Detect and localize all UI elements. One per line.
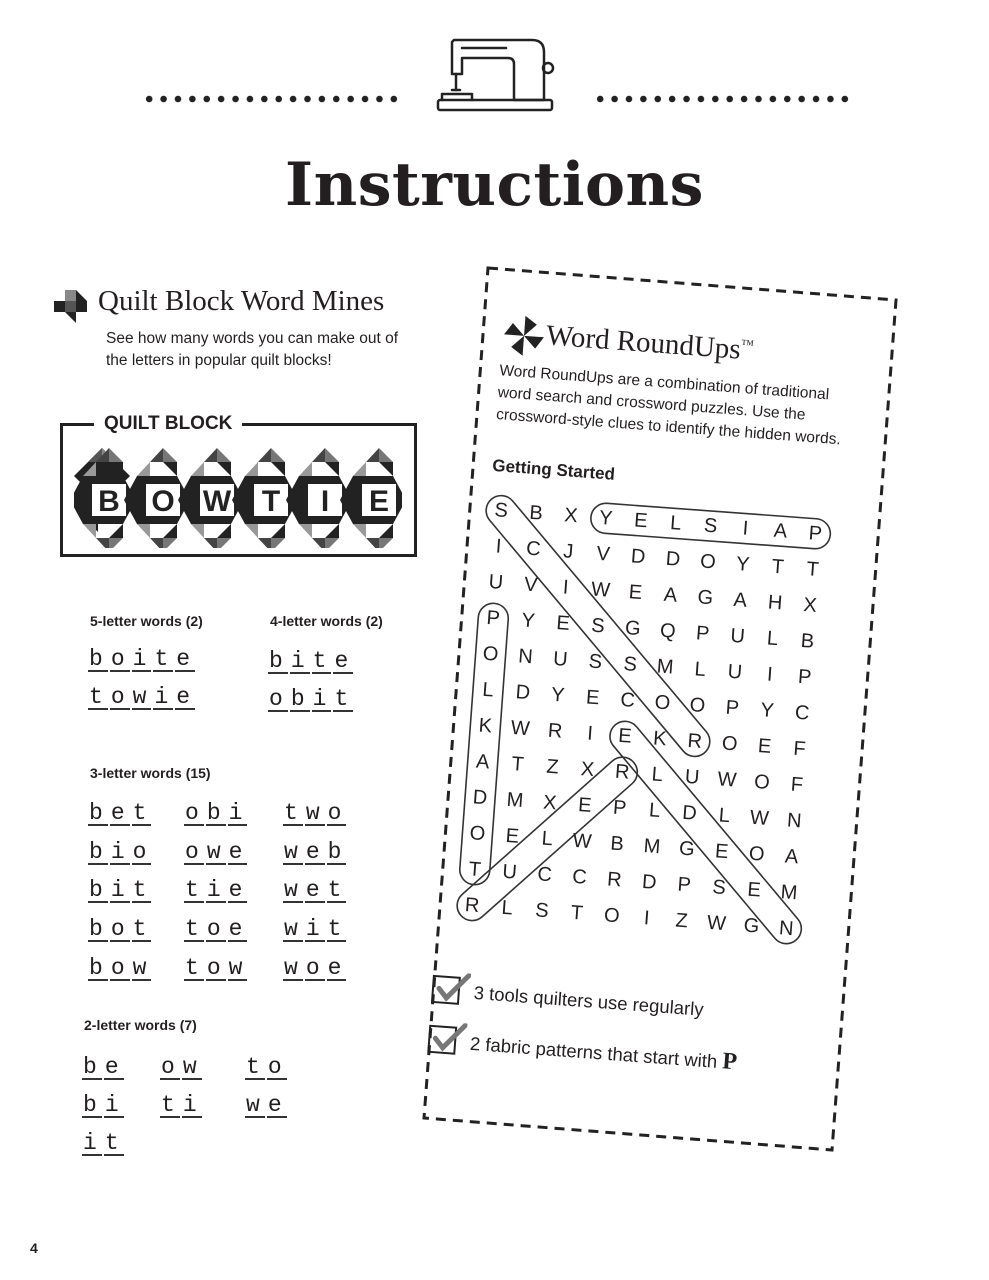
grid-letter: X — [579, 758, 595, 782]
grid-letter: H — [767, 591, 784, 615]
grid-letter: Y — [550, 683, 566, 707]
grid-letter: S — [587, 650, 603, 674]
word-letter: o — [110, 955, 129, 981]
word-letter: o — [110, 646, 129, 672]
word-letter: e — [305, 877, 324, 903]
grid-letter: B — [799, 629, 815, 653]
grid-letter: S — [534, 899, 550, 923]
grid-letter: Q — [659, 619, 677, 643]
word-letter: o — [185, 839, 203, 865]
grid-letter: F — [789, 773, 804, 797]
word-letter: i — [305, 916, 324, 942]
word-letter: i — [312, 686, 331, 712]
grid-letter: L — [650, 763, 664, 787]
grid-letter: O — [653, 691, 672, 715]
grid-letter: I — [494, 535, 503, 558]
word-letter: t — [132, 877, 151, 903]
section-label-5-letter: 5-letter words (2) — [90, 613, 203, 629]
grid-letter: D — [472, 786, 489, 810]
grid-letter: U — [501, 860, 518, 884]
grid-letter: D — [630, 545, 647, 569]
word-letter: w — [132, 955, 151, 981]
word-mines-intro: See how many words you can make out of the letters in popular quilt blocks! — [106, 330, 399, 369]
word-letter: t — [312, 648, 331, 674]
word-letter: o — [269, 686, 287, 712]
clue-2-big-letter: P — [721, 1048, 738, 1076]
grid-letter: T — [805, 558, 820, 582]
grid-letter: R — [547, 719, 564, 743]
grid-letter: R — [686, 729, 703, 753]
word-letter: i — [228, 800, 247, 826]
grid-letter: L — [718, 804, 731, 828]
word-letter: e — [334, 648, 353, 674]
grid-letter: F — [792, 737, 807, 761]
word-letter: b — [83, 1054, 101, 1080]
word-letter: o — [132, 839, 151, 865]
word-letter: t — [246, 1054, 264, 1080]
word-letter: b — [327, 839, 346, 865]
word-letter: o — [206, 955, 225, 981]
word-letter: b — [89, 800, 107, 826]
word-letter: o — [206, 916, 225, 942]
grid-letter: K — [477, 714, 493, 738]
grid-letter: Y — [598, 506, 614, 530]
quilt-block-label: QUILT BLOCK — [94, 413, 242, 435]
grid-letter: U — [684, 765, 701, 789]
grid-letter: O — [699, 550, 717, 574]
word-letter: t — [132, 800, 151, 826]
word-letter: o — [161, 1054, 179, 1080]
grid-letter: C — [525, 537, 542, 561]
grid-letter: D — [641, 870, 658, 894]
grid-letter: L — [481, 678, 495, 702]
grid-letter: S — [590, 614, 606, 638]
grid-letter: E — [757, 735, 773, 759]
trademark-symbol: ™ — [740, 336, 755, 353]
grid-letter: O — [482, 642, 500, 666]
word-letter: i — [132, 646, 151, 672]
grid-letter: S — [711, 876, 727, 900]
grid-letter: E — [746, 878, 762, 902]
word-letter: e — [104, 1054, 123, 1080]
word-letter: i — [154, 684, 173, 710]
grid-letter: T — [770, 555, 785, 579]
word-letter: b — [206, 800, 225, 826]
word-letter: e — [327, 955, 346, 981]
word-letter: t — [327, 916, 346, 942]
word-mines-heading: Quilt Block Word Mines — [98, 285, 385, 317]
grid-letter: S — [703, 514, 719, 538]
word-letter: e — [110, 800, 129, 826]
grid-letter: E — [577, 794, 593, 818]
word-letter: t — [132, 916, 151, 942]
clue-1-checkbox[interactable] — [431, 975, 461, 1005]
check-mark-icon — [431, 1021, 467, 1053]
grid-letter: A — [475, 750, 491, 774]
grid-letter: I — [643, 907, 651, 930]
grid-letter: L — [669, 512, 683, 535]
grid-letter: W — [571, 829, 593, 854]
grid-letter: L — [648, 799, 661, 823]
roundups-panel — [440, 308, 889, 1154]
grid-letter: A — [732, 588, 748, 612]
grid-letter: G — [678, 837, 696, 861]
grid-letter: T — [510, 753, 525, 776]
grid-letter: E — [504, 824, 520, 848]
word-letter: e — [176, 646, 195, 672]
grid-letter: Y — [735, 553, 751, 576]
word-letter: i — [290, 648, 309, 674]
grid-letter: B — [528, 501, 544, 525]
word-letter: e — [228, 839, 247, 865]
word-letter: w — [206, 839, 225, 865]
grid-letter: D — [514, 681, 531, 705]
clue-1-text: 3 tools quilters use regularly — [473, 981, 705, 1020]
word-letter: b — [89, 916, 107, 942]
grid-letter: P — [676, 873, 692, 897]
grid-letter: I — [766, 663, 774, 686]
grid-letter: U — [487, 570, 504, 594]
page-number: 4 — [30, 1240, 38, 1256]
grid-letter: A — [662, 583, 678, 607]
grid-letter: W — [706, 911, 727, 936]
grid-letter: M — [642, 834, 662, 859]
grid-letter: B — [609, 832, 625, 856]
word-letter: o — [267, 1054, 286, 1080]
bowtie-letter: O — [151, 485, 175, 518]
grid-letter: E — [714, 840, 730, 864]
grid-letter: M — [779, 881, 799, 905]
bowtie-letter: W — [202, 485, 232, 518]
section-label-4-letter: 4-letter words (2) — [270, 613, 383, 629]
grid-letter: N — [517, 645, 534, 669]
grid-letter: E — [628, 581, 643, 605]
grid-letter: P — [807, 522, 823, 546]
word-letter: i — [104, 1092, 123, 1118]
word-loop — [604, 715, 808, 950]
grid-letter: L — [693, 658, 707, 682]
grid-letter: O — [688, 693, 706, 718]
grid-letter: L — [500, 896, 514, 920]
word-letter: w — [182, 1054, 201, 1080]
word-letter: w — [132, 684, 151, 710]
word-letter: w — [246, 1092, 264, 1118]
grid-letter: R — [606, 868, 623, 892]
word-letter: b — [290, 686, 309, 712]
word-letter: b — [269, 648, 287, 674]
grid-letter: I — [562, 576, 570, 599]
word-letter: e — [228, 877, 247, 903]
grid-letter: L — [540, 827, 554, 851]
grid-letter: N — [778, 917, 795, 941]
page-title: Instructions — [285, 150, 704, 220]
word-letter: w — [284, 839, 302, 865]
grid-letter: I — [741, 517, 750, 540]
grid-letter: G — [624, 617, 642, 641]
grid-letter: R — [614, 760, 631, 784]
grid-letter: P — [695, 622, 711, 646]
grid-letter: O — [753, 770, 771, 794]
grid-letter: O — [603, 904, 621, 928]
check-mark-icon — [435, 971, 471, 1003]
word-letter: o — [110, 684, 129, 710]
grid-letter: D — [665, 547, 682, 571]
grid-letter: Z — [674, 909, 689, 933]
word-letter: t — [89, 684, 107, 710]
word-letter: w — [284, 955, 302, 981]
word-letter: b — [89, 877, 107, 903]
word-letter: t — [185, 955, 203, 981]
word-letter: t — [161, 1092, 179, 1118]
word-letter: o — [110, 916, 129, 942]
word-letter: b — [83, 1092, 101, 1118]
word-letter: e — [305, 839, 324, 865]
grid-letter: P — [612, 796, 628, 820]
word-letter: t — [154, 646, 173, 672]
grid-letter: V — [595, 542, 611, 566]
grid-letter: X — [802, 594, 818, 617]
getting-started-label: Getting Started — [491, 455, 616, 484]
grid-letter: C — [571, 865, 588, 889]
grid-letter: Y — [759, 699, 775, 723]
grid-letter: G — [742, 914, 760, 938]
grid-letter: R — [464, 894, 481, 918]
roundups-intro: Word RoundUps are a combination of traditional word search and crossword puzzles. Use the crossword-style clues to identify the hidden words. — [495, 362, 842, 449]
grid-letter: K — [652, 727, 668, 751]
grid-letter: S — [622, 653, 638, 676]
word-letter: t — [334, 686, 353, 712]
grid-letter: X — [563, 504, 579, 528]
word-letter: i — [110, 877, 129, 903]
grid-letter: I — [586, 722, 594, 745]
word-letter: b — [89, 646, 107, 672]
grid-letter: Y — [520, 609, 536, 633]
section-label-2-letter: 2-letter words (7) — [84, 1017, 197, 1033]
grid-letter: C — [619, 688, 636, 712]
grid-letter: E — [633, 509, 649, 533]
grid-letter: E — [585, 686, 601, 710]
grid-letter: A — [772, 519, 788, 543]
grid-letter: W — [590, 578, 611, 602]
bowtie-letter: T — [261, 485, 281, 518]
clue-2-checkbox[interactable] — [427, 1025, 457, 1055]
bowtie-letter: B — [98, 485, 120, 518]
grid-letter: M — [505, 788, 525, 812]
roundups-heading-text: Word RoundUps — [544, 319, 742, 366]
word-letter: b — [89, 839, 107, 865]
grid-letter: T — [467, 858, 482, 882]
grid-letter: J — [562, 540, 575, 563]
grid-letter: O — [468, 822, 486, 846]
grid-letter: D — [681, 801, 698, 825]
word-letter: w — [284, 916, 302, 942]
grid-letter: U — [726, 660, 743, 684]
word-letter: i — [182, 1092, 201, 1118]
word-letter: t — [284, 800, 302, 826]
word-letter: w — [284, 877, 302, 903]
grid-letter: U — [552, 647, 569, 671]
word-letter: w — [228, 955, 247, 981]
grid-letter: T — [569, 901, 584, 925]
section-label-3-letter: 3-letter words (15) — [90, 765, 211, 781]
grid-letter: E — [617, 724, 633, 748]
word-letter: i — [110, 839, 129, 865]
word-letter: t — [104, 1130, 123, 1156]
word-letter: o — [305, 955, 324, 981]
grid-letter: A — [784, 845, 800, 869]
grid-letter: W — [716, 768, 738, 792]
word-letter: o — [185, 800, 203, 826]
grid-letter: P — [797, 665, 813, 689]
grid-letter: P — [485, 606, 501, 630]
grid-letter: M — [656, 655, 675, 679]
grid-letter: Z — [545, 755, 560, 779]
word-letter: i — [83, 1130, 101, 1156]
bowtie-letter: I — [320, 485, 330, 518]
grid-letter: C — [536, 863, 553, 887]
word-letter: t — [185, 916, 203, 942]
grid-letter: W — [510, 716, 531, 741]
grid-letter: U — [729, 624, 746, 648]
grid-letter: P — [724, 696, 740, 720]
clue-2-text-main: 2 fabric patterns that start with — [469, 1032, 724, 1073]
clue-2-text — [469, 1030, 738, 1077]
grid-letter: X — [542, 791, 558, 815]
grid-letter: S — [493, 499, 509, 523]
word-letter: b — [89, 955, 107, 981]
grid-letter: W — [749, 806, 770, 831]
word-letter: o — [327, 800, 346, 826]
bowtie-letter: E — [368, 485, 390, 518]
word-letter: e — [176, 684, 195, 710]
word-letter: e — [267, 1092, 286, 1118]
grid-letter: L — [766, 627, 779, 651]
word-letter: i — [206, 877, 225, 903]
grid-letter: G — [696, 586, 714, 610]
grid-letter: C — [794, 701, 811, 725]
grid-letter: N — [786, 809, 803, 833]
grid-letter: O — [748, 842, 766, 866]
grid-letter: E — [555, 612, 571, 635]
word-letter: e — [228, 916, 247, 942]
grid-letter: V — [523, 573, 539, 597]
grid-letter: O — [721, 732, 739, 756]
word-letter: t — [327, 877, 346, 903]
word-letter: t — [185, 877, 203, 903]
word-letter: w — [305, 800, 324, 826]
